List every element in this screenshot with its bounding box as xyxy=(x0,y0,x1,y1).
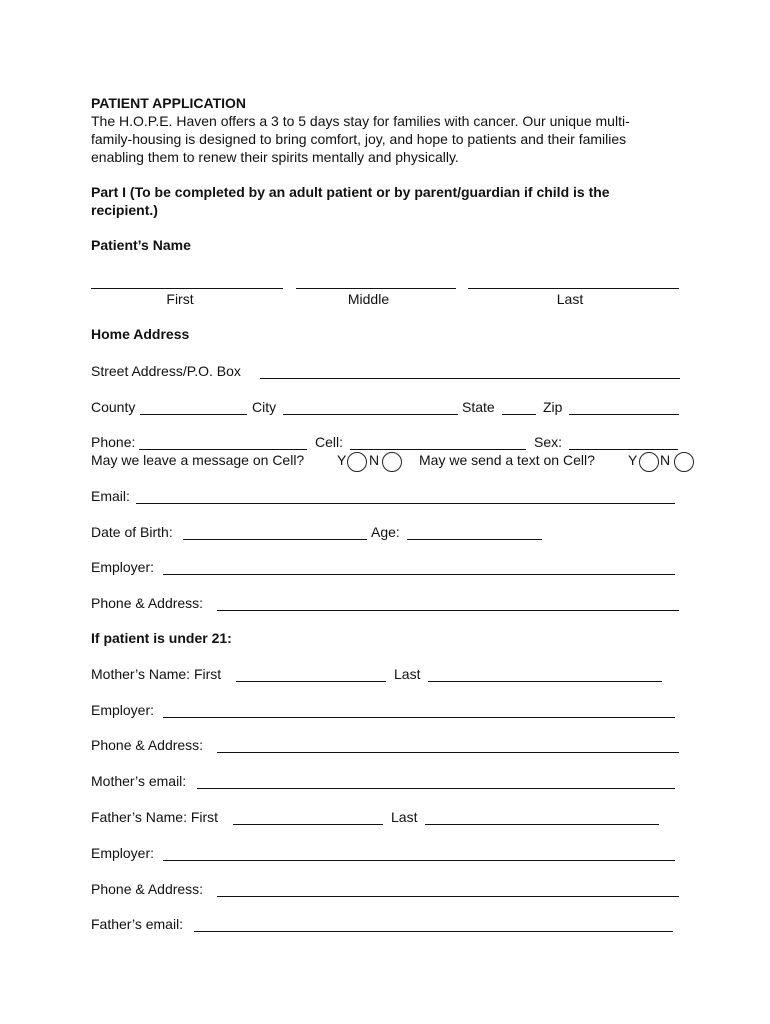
mother-employer-field[interactable] xyxy=(163,700,675,718)
home-address-heading: Home Address xyxy=(91,326,190,342)
email-label: Email: xyxy=(91,488,130,504)
mother-first-label: Mother’s Name: First xyxy=(91,666,222,682)
intro-line-1: The H.O.P.E. Haven offers a 3 to 5 days stay for families with cancer. Our unique multi- xyxy=(91,113,630,129)
mother-phone-address-label: Phone & Address: xyxy=(91,737,204,753)
father-employer-label: Employer: xyxy=(91,845,155,861)
intro-line-3: enabling them to renew their spirits mentally and physically. xyxy=(91,149,459,165)
patient-first-name-field[interactable] xyxy=(91,271,283,289)
mother-email-label: Mother’s email: xyxy=(91,773,187,789)
patient-employer-field[interactable] xyxy=(163,557,675,575)
father-last-label: Last xyxy=(391,809,418,825)
father-first-field[interactable] xyxy=(233,807,383,825)
county-label: County xyxy=(91,399,136,415)
zip-field[interactable] xyxy=(569,397,679,415)
father-phone-address-field[interactable] xyxy=(217,879,679,897)
mother-email-field[interactable] xyxy=(197,771,675,789)
cell-label: Cell: xyxy=(315,434,344,450)
message-no-label: N xyxy=(369,452,380,468)
middle-caption: Middle xyxy=(347,291,390,307)
county-field[interactable] xyxy=(140,397,247,415)
patient-phone-address-field[interactable] xyxy=(217,593,679,611)
city-label: City xyxy=(252,399,277,415)
intro-line-2: family-housing is designed to bring comfort, joy, and hope to patients and their families xyxy=(91,131,627,147)
city-field[interactable] xyxy=(283,397,458,415)
email-field[interactable] xyxy=(136,486,675,504)
sex-field[interactable] xyxy=(569,432,678,450)
text-yes-label: Y xyxy=(628,452,638,468)
age-field[interactable] xyxy=(407,522,542,540)
dob-label: Date of Birth: xyxy=(91,524,173,540)
text-no-label: N xyxy=(660,452,671,468)
text-question: May we send a text on Cell? xyxy=(419,452,595,468)
dob-field[interactable] xyxy=(183,522,367,540)
father-first-label: Father’s Name: First xyxy=(91,809,219,825)
intro-paragraph xyxy=(91,112,691,166)
message-yes-radio[interactable] xyxy=(347,452,367,472)
text-no-radio[interactable] xyxy=(674,452,694,472)
phone-label: Phone: xyxy=(91,434,136,450)
zip-label: Zip xyxy=(543,399,563,415)
father-email-field[interactable] xyxy=(194,914,673,932)
mother-last-field[interactable] xyxy=(428,664,662,682)
cell-field[interactable] xyxy=(350,432,526,450)
state-field[interactable] xyxy=(502,397,536,415)
street-address-field[interactable] xyxy=(260,361,680,379)
patient-employer-label: Employer: xyxy=(91,559,155,575)
patient-middle-name-field[interactable] xyxy=(296,271,456,289)
first-caption: First xyxy=(166,291,194,307)
mother-phone-address-field[interactable] xyxy=(217,735,679,753)
mother-last-label: Last xyxy=(394,666,421,682)
father-employer-field[interactable] xyxy=(163,843,675,861)
patient-last-name-field[interactable] xyxy=(468,271,679,289)
page-title: PATIENT APPLICATION xyxy=(91,95,247,111)
father-last-field[interactable] xyxy=(425,807,659,825)
text-yes-radio[interactable] xyxy=(639,452,659,472)
mother-first-field[interactable] xyxy=(236,664,386,682)
father-email-label: Father’s email: xyxy=(91,916,184,932)
mother-employer-label: Employer: xyxy=(91,702,155,718)
sex-label: Sex: xyxy=(534,434,563,450)
message-yes-label: Y xyxy=(337,452,347,468)
phone-field[interactable] xyxy=(139,432,307,450)
street-address-label: Street Address/P.O. Box xyxy=(91,363,241,379)
patient-name-heading: Patient’s Name xyxy=(91,237,191,253)
last-caption: Last xyxy=(556,291,584,307)
patient-phone-address-label: Phone & Address: xyxy=(91,595,204,611)
state-label: State xyxy=(462,399,495,415)
part1-heading-line1: Part I (To be completed by an adult patient or by parent/guardian if child is the xyxy=(91,184,610,200)
message-no-radio[interactable] xyxy=(382,452,402,472)
father-phone-address-label: Phone & Address: xyxy=(91,881,204,897)
under21-heading: If patient is under 21: xyxy=(91,630,232,646)
age-label: Age: xyxy=(371,524,400,540)
message-question: May we leave a message on Cell? xyxy=(91,452,305,468)
part1-heading-line2: recipient.) xyxy=(91,202,158,218)
